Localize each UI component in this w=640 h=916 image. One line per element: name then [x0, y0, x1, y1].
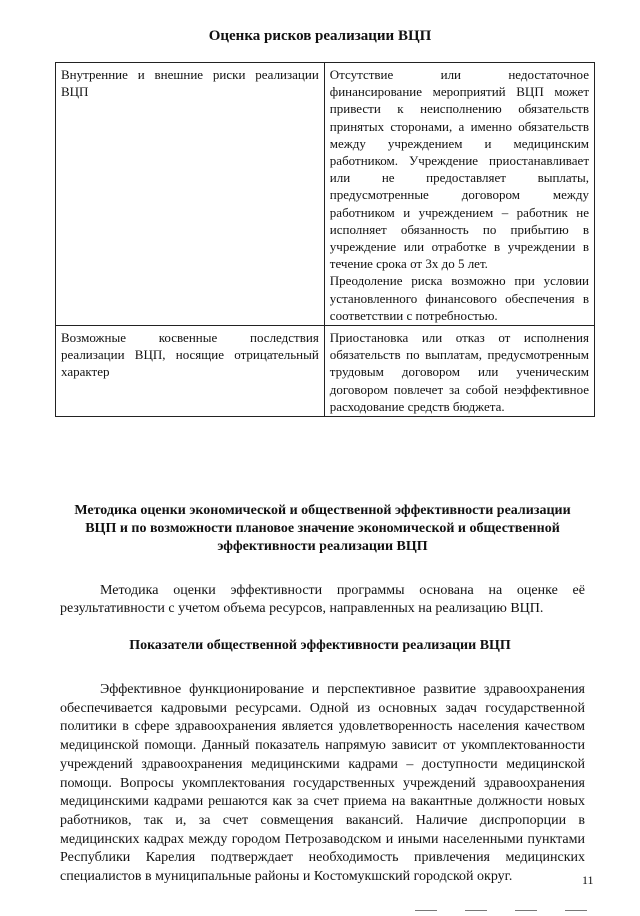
risk-name-cell: Внутренние и внешние риски реализации ВЦП — [56, 63, 325, 326]
method-heading: Методика оценки экономической и общественной эффективности реализации ВЦП и по возможности плановое значение экономической и общественной эффективности реализации ВЦП — [74, 503, 571, 554]
indicators-heading: Показатели общественной эффективности реализации ВЦП — [129, 638, 511, 653]
risk-description-cell — [324, 63, 594, 326]
risk-mitigation-paragraph: Преодоление риска возможно при условии установленного финансового обеспечения в соответствии с потребностью. — [329, 273, 589, 323]
page-number: 11 — [582, 873, 594, 887]
risk-table — [55, 62, 595, 417]
method-paragraph: Методика оценки эффективности программы основана на оценке её результативности с учетом объема ресурсов, направленных на реализацию ВЦП. — [60, 583, 585, 616]
page-title: Оценка рисков реализации ВЦП — [208, 28, 432, 44]
risk-name-cell: Возможные косвенные последствия реализации ВЦП, носящие отрицательный характер — [56, 326, 325, 417]
table-row — [56, 326, 595, 417]
scan-marks — [415, 898, 615, 916]
indicators-paragraph: Эффективное функционирование и перспективное развитие здравоохранения обеспечивается кадровыми ресурсами. Одной из основных задач государственной политики в сфере здравоохранения является удовлетворенность населения качеством медицинской помощи. Данный показатель напрямую зависит от укомплектованности учреждений здравоохранения медицинскими кадрами – доступности медицинской помощи. Вопросы укомплектования государственных учреждений здравоохранения медицинскими кадрами решаются как за счет приема на вакантные должности новых работников, так и, за счет совмещения вакансий. Наличие диспропорции в медицинских кадрах между городом Петрозаводском и иными населенными пунктами Республики Карелия подтверждает необходимость привлечения медицинских специалистов в муниципальные районы и Костомукшский городской округ. — [60, 682, 585, 885]
risk-description-cell — [324, 326, 594, 417]
risk-description-paragraph: Отсутствие или недостаточное финансирование мероприятий ВЦП может привести к неисполнению обязательств принятых сторонами, а именно обязательств между учреждением и медицинским работником. Учреждение приостанавливает или не предоставляет выплаты, предусмотренные договором между работником и учреждением – работник не исполняет обязанность по прибытию в учреждение или отработке в учреждении в течение срока от 3х до 5 лет. — [329, 67, 589, 272]
risk-description-paragraph: Приостановка или отказ от исполнения обязательств по выплатам, предусмотренным трудовым договором или ученическим договором повлечет за собой неэффективное расходование средств бюджета. — [329, 330, 589, 414]
table-row — [56, 63, 595, 326]
